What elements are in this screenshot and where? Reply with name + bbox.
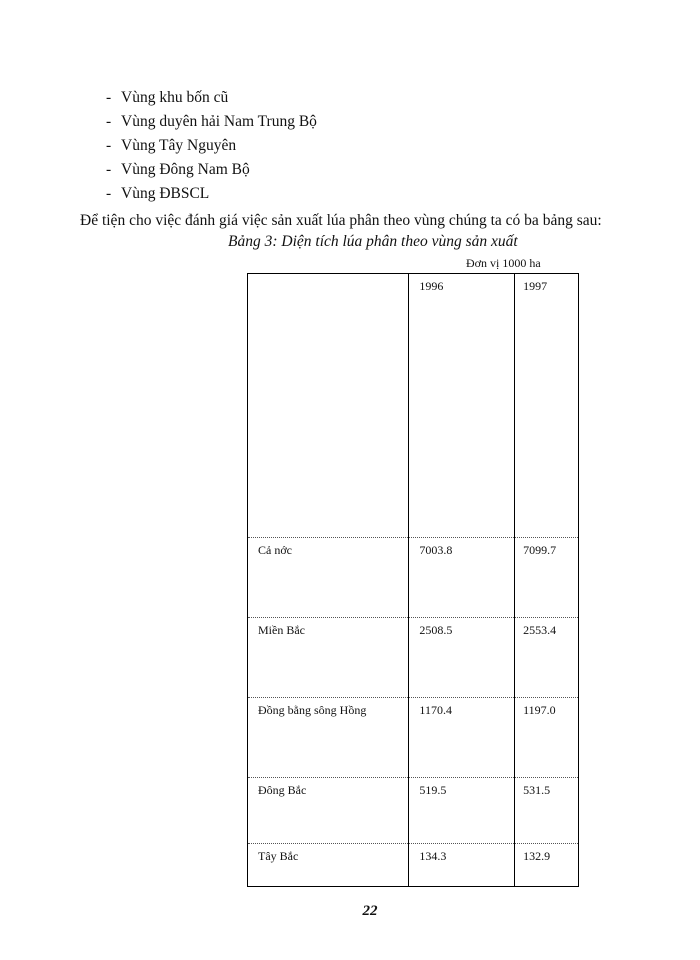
region-cell: Đông Bắc [248, 778, 409, 844]
bullet-text: Vùng Đông Nam Bộ [121, 161, 250, 178]
rice-area-table [247, 273, 579, 887]
bullet-dash: - [106, 185, 112, 202]
table-unit: Đơn vị 1000 ha [466, 256, 541, 270]
value-1997-cell: 2553.4 [515, 618, 579, 698]
value-1997-cell: 531.5 [515, 778, 579, 844]
bullet-dash: - [106, 137, 112, 154]
header-cell-region [248, 274, 409, 538]
value-1997-cell: 132.9 [515, 844, 579, 887]
bullet-text: Vùng ĐBSCL [121, 185, 210, 202]
region-cell: Cả nớc [248, 538, 409, 618]
bullet-dash: - [106, 89, 112, 106]
table-row [248, 698, 579, 778]
table-row [248, 538, 579, 618]
bullet-dash: - [106, 161, 112, 178]
value-1997-cell: 1197.0 [515, 698, 579, 778]
header-cell-1996: 1996 [409, 274, 515, 538]
bullet-text: Vùng duyên hải Nam Trung Bộ [121, 113, 317, 130]
value-1996-cell: 2508.5 [409, 618, 515, 698]
page-number: 22 [362, 903, 378, 919]
bullet-dash: - [106, 113, 112, 130]
region-bullet-list [106, 86, 317, 206]
region-cell: Miền Bắc [248, 618, 409, 698]
table-row [248, 844, 579, 887]
bullet-item [106, 182, 317, 206]
value-1997-cell: 7099.7 [515, 538, 579, 618]
intro-paragraph: Để tiện cho việc đánh giá việc sản xuất lúa phân theo vùng chúng ta có ba bảng sau: [80, 212, 602, 229]
header-cell-1997: 1997 [515, 274, 579, 538]
table-caption: Bảng 3: Diện tích lúa phân theo vùng sản xuất [228, 233, 518, 250]
region-cell: Tây Bắc [248, 844, 409, 887]
table-row [248, 778, 579, 844]
bullet-item [106, 134, 317, 158]
bullet-item [106, 110, 317, 134]
bullet-text: Vùng Tây Nguyên [121, 137, 237, 154]
value-1996-cell: 519.5 [409, 778, 515, 844]
value-1996-cell: 7003.8 [409, 538, 515, 618]
bullet-item [106, 158, 317, 182]
bullet-text: Vùng khu bốn cũ [121, 89, 229, 106]
table-header-row [248, 274, 579, 538]
table-row [248, 618, 579, 698]
region-cell: Đồng bằng sông Hồng [248, 698, 409, 778]
value-1996-cell: 1170.4 [409, 698, 515, 778]
value-1996-cell: 134.3 [409, 844, 515, 887]
bullet-item [106, 86, 317, 110]
